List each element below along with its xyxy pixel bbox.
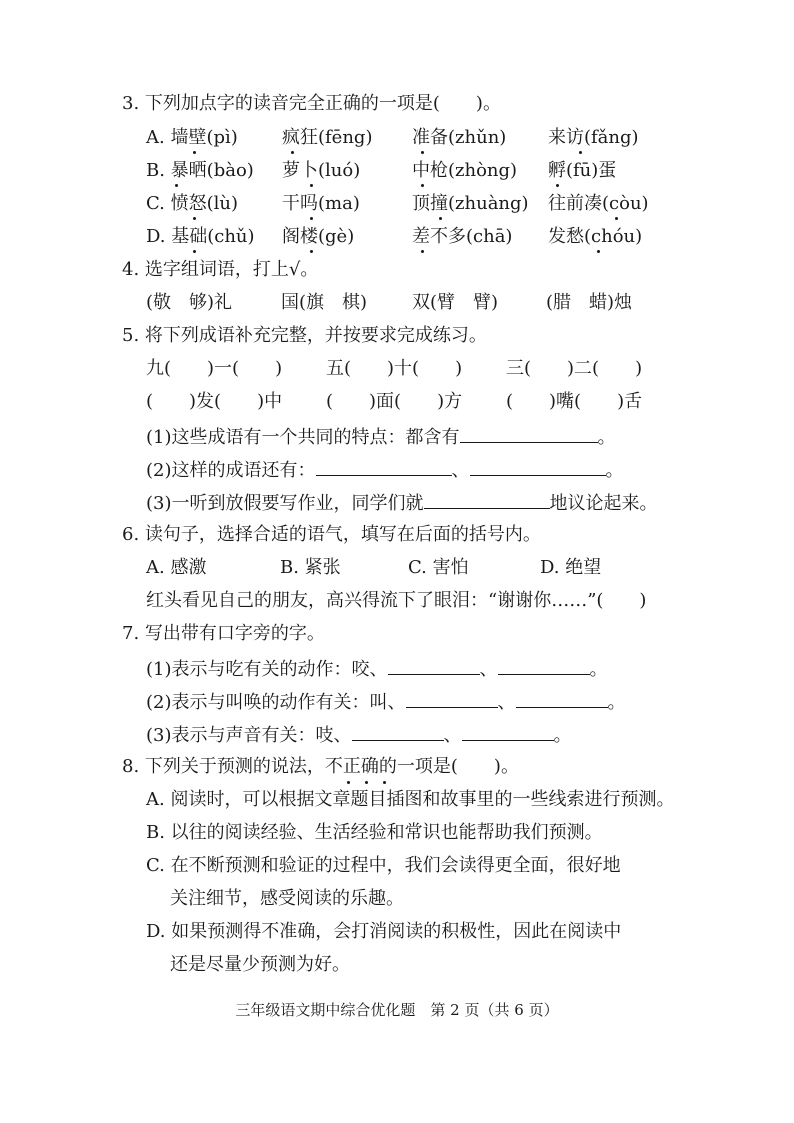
answer-blank[interactable]: [498, 656, 590, 675]
idiom-blank[interactable]: 五( )十( ): [326, 358, 463, 379]
q7-sub2-end: 。: [607, 692, 626, 713]
answer-blank[interactable]: [406, 689, 498, 708]
q4-item-4[interactable]: (腊 蜡)烛: [546, 292, 633, 313]
q3-b-2: 萝卜(luó): [282, 160, 361, 181]
emphasis-dot: [193, 151, 196, 154]
q5-sub3-text: (3)一听到放假要写作业，同学们就: [146, 493, 424, 514]
emphasis-dot: [383, 781, 386, 784]
emphasis-dot: [310, 184, 313, 187]
question-3-stem: 3. 下列加点字的读音完全正确的一项是( )。: [122, 93, 501, 114]
idiom-blank[interactable]: ( )嘴( )舌: [506, 391, 643, 412]
q4-item-3[interactable]: 双(臂 臂): [412, 292, 499, 313]
q3-a-4: 来访(fǎng): [548, 127, 639, 148]
question-7-sub-1: [146, 656, 608, 682]
answer-blank[interactable]: [388, 656, 480, 675]
q5-sub2-text: (2)这样的成语还有：: [146, 460, 316, 481]
idiom-blank[interactable]: ( )发( )中: [146, 391, 283, 412]
question-5-sub-2: [146, 457, 624, 483]
emphasis-dot: [615, 217, 618, 220]
answer-blank[interactable]: [316, 457, 452, 476]
q3-b-1: B. 暴晒(bào): [146, 160, 254, 181]
emphasis-dot: [291, 151, 294, 154]
emphasis-dot: [175, 184, 178, 187]
q5-sub1-end: 。: [597, 427, 616, 448]
q4-item-1[interactable]: (敬 够)礼: [146, 292, 233, 313]
emphasis-dot: [421, 250, 424, 253]
q3-d-3: 差不多(chā): [412, 226, 513, 247]
q7-sub2-text: (2)表示与叫唤的动作有关：叫、: [146, 692, 406, 713]
q3-d-4: 发愁(chóu): [548, 226, 643, 247]
q3-b-3: 中枪(zhòng): [412, 160, 518, 181]
answer-blank[interactable]: [424, 490, 550, 509]
q7-sub3-sep: 、: [443, 725, 462, 746]
question-8-stem: 8. 下列关于预测的说法，不正确的一项是( )。: [122, 756, 519, 777]
q7-sub2-sep: 、: [497, 692, 516, 713]
question-6-stem: 6. 读句子，选择合适的语气，填写在后面的括号内。: [122, 524, 541, 545]
question-8-option-b[interactable]: B. 以往的阅读经验、生活经验和常识也能帮助我们预测。: [146, 822, 603, 843]
emphasis-dot: [347, 781, 350, 784]
emphasis-dot: [421, 151, 424, 154]
q7-sub1-end: 。: [589, 659, 608, 680]
question-5-stem: 5. 将下列成语补充完整，并按要求完成练习。: [122, 325, 487, 346]
q7-sub3-text: (3)表示与声音有关：吱、: [146, 725, 352, 746]
q3-c-4: 往前凑(còu): [548, 193, 649, 214]
q6-option-c[interactable]: C. 害怕: [408, 557, 469, 578]
question-8-option-a[interactable]: A. 阅读时，可以根据文章题目插图和故事里的一些线索进行预测。: [146, 789, 675, 810]
question-5-sub-3: [146, 490, 658, 516]
emphasis-dot: [579, 151, 582, 154]
question-6-sentence: 红头看见自己的朋友，高兴得流下了眼泪：“谢谢你……”( ): [146, 590, 647, 611]
q3-c-1: C. 愤怒(lù): [146, 193, 238, 214]
idiom-blank[interactable]: 九( )一( ): [146, 358, 283, 379]
q5-sub3-end: 地议论起来。: [549, 493, 658, 514]
q3-c-3: 顶撞(zhuàng): [412, 193, 529, 214]
q3-d-2: 阁楼(gè): [282, 226, 355, 247]
answer-blank[interactable]: [460, 424, 598, 443]
answer-blank[interactable]: [516, 689, 608, 708]
emphasis-dot: [310, 250, 313, 253]
question-4-stem: 4. 选字组词语，打上√。: [122, 259, 319, 280]
q6-option-d[interactable]: D. 绝望: [540, 557, 602, 578]
question-8-option-d-line-1[interactable]: D. 如果预测得不准确，会打消阅读的积极性，因此在阅读中: [146, 921, 622, 942]
q6-option-b[interactable]: B. 紧张: [280, 557, 341, 578]
q3-d-1: D. 基础(chǔ): [146, 226, 255, 247]
emphasis-dot: [597, 250, 600, 253]
q7-sub1-sep: 、: [479, 659, 498, 680]
q3-a-2: 疯狂(fēng): [282, 127, 373, 148]
question-8-option-d-line-2: 还是尽量少预测为好。: [170, 954, 350, 975]
emphasis-dot: [193, 250, 196, 253]
emphasis-dot: [365, 781, 368, 784]
idiom-blank[interactable]: ( )面( )方: [326, 391, 463, 412]
emphasis-dot: [193, 217, 196, 220]
emphasis-dot: [421, 184, 424, 187]
q7-sub3-end: 。: [553, 725, 572, 746]
emphasis-dot: [556, 184, 559, 187]
idiom-blank[interactable]: 三( )二( ): [506, 358, 643, 379]
question-8-option-c-line-2: 关注细节，感受阅读的乐趣。: [170, 888, 404, 909]
q4-item-2[interactable]: 国(旗 棋): [281, 292, 368, 313]
answer-blank[interactable]: [470, 457, 606, 476]
question-8-option-c-line-1[interactable]: C. 在不断预测和验证的过程中，我们会读得更全面，很好地: [146, 855, 621, 876]
q5-sub2-sep: 、: [451, 460, 470, 481]
q7-sub1-text: (1)表示与吃有关的动作：咬、: [146, 659, 388, 680]
answer-blank[interactable]: [352, 722, 444, 741]
question-7-sub-3: [146, 722, 572, 748]
q3-b-4: 孵(fū)蛋: [548, 160, 617, 181]
q3-a-3: 准备(zhǔn): [412, 127, 507, 148]
question-7-sub-2: [146, 689, 626, 715]
q5-sub2-end: 。: [605, 460, 624, 481]
question-5-sub-1: [146, 424, 616, 450]
page-footer: 三年级语文期中综合优化题 第 2 页（共 6 页）: [235, 1001, 559, 1019]
q5-sub1-text: (1)这些成语有一个共同的特点：都含有: [146, 427, 460, 448]
answer-blank[interactable]: [462, 722, 554, 741]
q3-a-1: A. 墙壁(pì): [146, 127, 238, 148]
q6-option-a[interactable]: A. 感激: [146, 557, 207, 578]
emphasis-dot: [310, 217, 313, 220]
emphasis-dot: [439, 217, 442, 220]
q3-c-2: 干吗(ma): [282, 193, 360, 214]
question-7-stem: 7. 写出带有口字旁的字。: [122, 623, 325, 644]
